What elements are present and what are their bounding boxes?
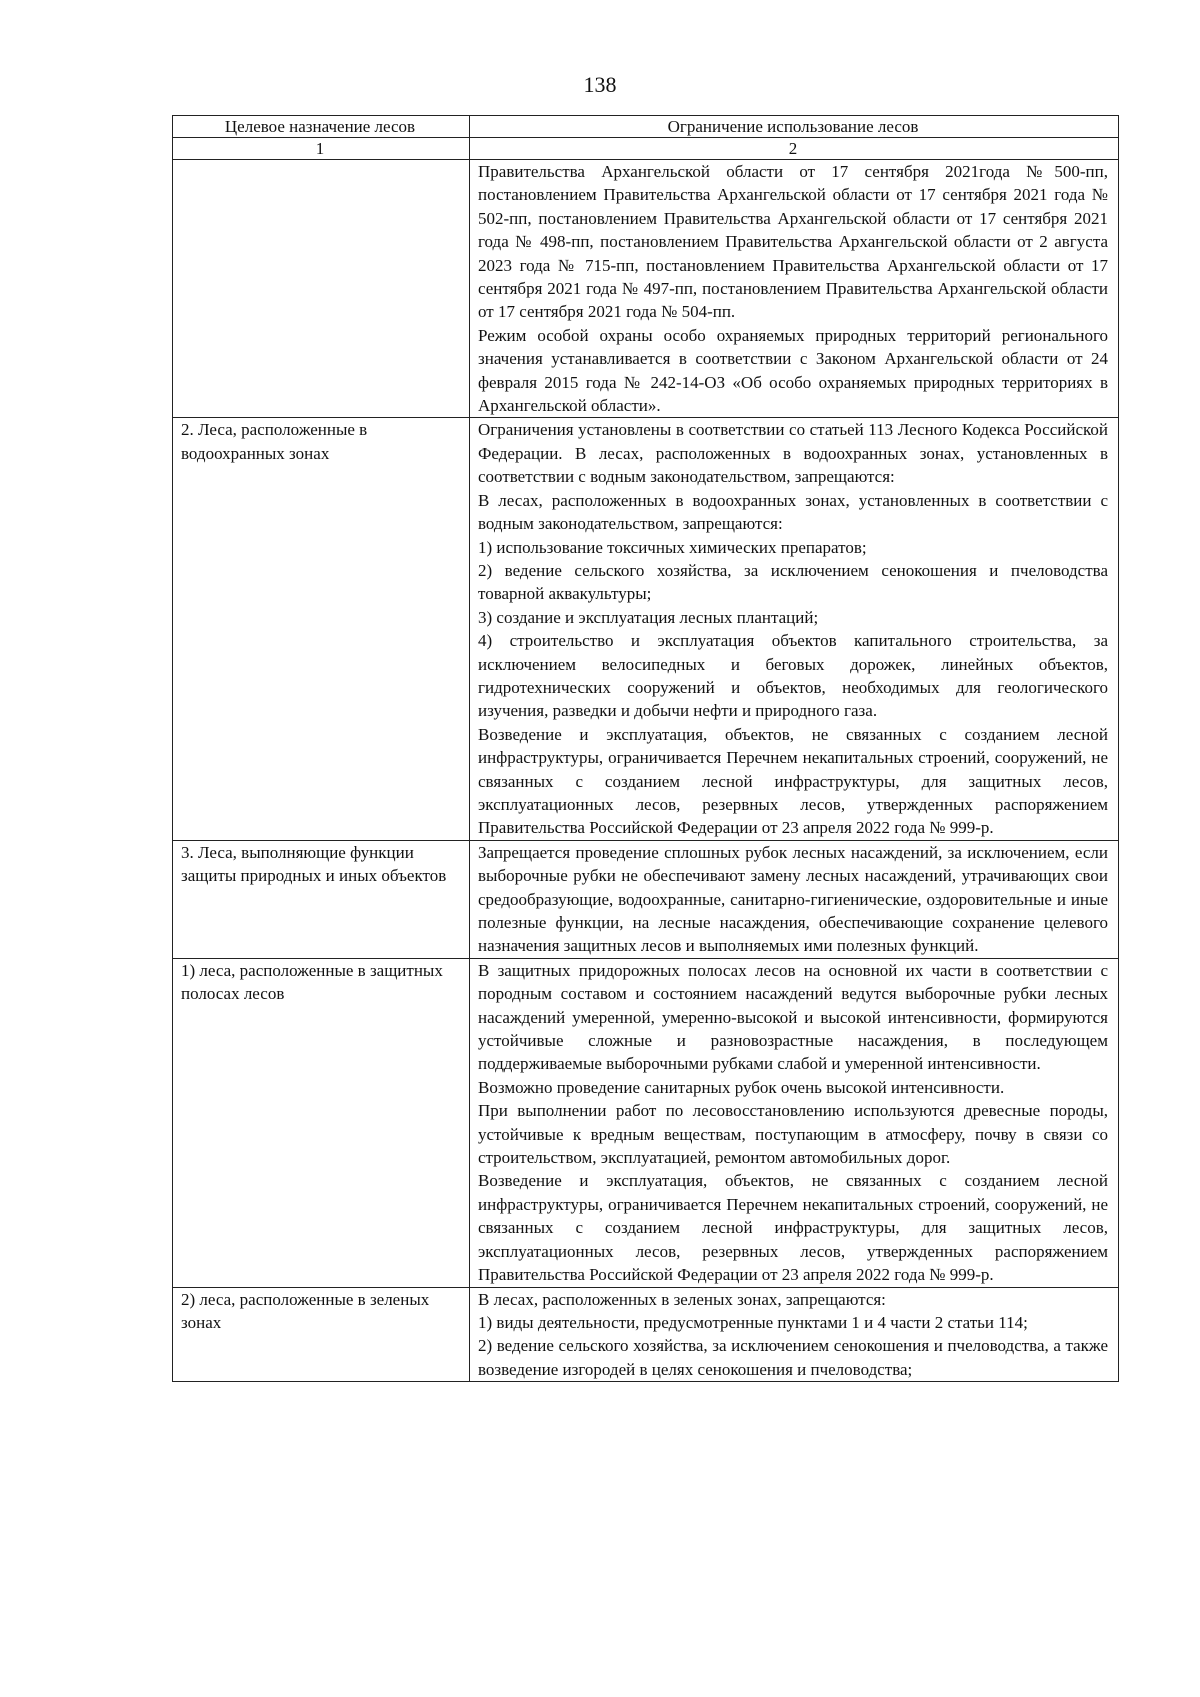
paragraph: 2) ведение сельского хозяйства, за исключением сенокошения и пчеловодства товарной аквакультуры;: [478, 560, 1108, 604]
paragraph: Возведение и эксплуатация, объектов, не связанных с созданием лесной инфраструктуры, ограничивается Перечнем некапитальных строений, сооружений, не связанных с созданием лесной инфраструктуры, для защитных лесов, эксплуатационных лесов, резервных лесов, утвержденных распоряжением Правительства Российской Федерации от 23 апреля 2022 года № 999-р.: [478, 1171, 1108, 1285]
header-number-2: 2: [470, 138, 1119, 160]
table-row: [173, 1287, 1119, 1382]
paragraph: 3) создание и эксплуатация лесных плантаций;: [478, 607, 819, 627]
paragraph: Режим особой охраны особо охраняемых природных территорий регионального значения устанавливается в соответствии с Законом Архангельской области от 24 февраля 2015 года № 242-14-ОЗ «Об особо охраняемых природных территориях в Архангельской области».: [478, 325, 1108, 416]
paragraph: Возведение и эксплуатация, объектов, не связанных с созданием лесной инфраструктуры, ограничивается Перечнем некапитальных строений, сооружений, не связанных с созданием лесной инфраструктуры, для защитных лесов, эксплуатационных лесов, резервных лесов, утвержденных распоряжением Правительства Российской Федерации от 23 апреля 2022 года № 999-р.: [478, 724, 1108, 838]
paragraph: В защитных придорожных полосах лесов на основной их части в соответствии с породным составом и состоянием насаждений ведутся выборочные рубки лесных насаждений умеренной, умеренно-высокой и высокой интенсивности, формируются устойчивые сложные и разновозрастные насаждения, в последующем поддерживаемые выборочными рубками слабой и умеренной интенсивности.: [478, 960, 1108, 1074]
header-number-1: 1: [173, 138, 470, 160]
paragraph: Ограничения установлены в соответствии со статьей 113 Лесного Кодекса Российской Федерации. В лесах, расположенных в водоохранных зонах, установленных в соответствии с водным законодательством, запрещаются:: [478, 420, 1108, 487]
row-restrictions: [470, 160, 1119, 418]
row-restrictions: [470, 958, 1119, 1287]
paragraph: В лесах, расположенных в водоохранных зонах, установленных в соответствии с водным законодательством, запрещаются:: [478, 490, 1108, 534]
table-header-row: [173, 116, 1119, 138]
table-number-row: [173, 138, 1119, 160]
paragraph: Правительства Архангельской области от 17 сентября 2021года №500-пп, постановлением Правительства Архангельской области от 17 сентября 2021 года № 502-пп, постановлением Правительства Архангельской области от 17 сентября 2021 года № 498-пп, постановлением Правительства Архангельской области от 2 августа 2023 года № 715-пп, постановлением Правительства Архангельской области от 17 сентября 2021 года № 497-пп, постановлением Правительства Архангельской области от 17 сентября 2021 года № 504-пп.: [478, 162, 1108, 322]
forest-restrictions-table: [172, 115, 1119, 1382]
paragraph: 1) использование токсичных химических препаратов;: [478, 537, 867, 557]
row-restrictions: [470, 418, 1119, 840]
paragraph: Возможно проведение санитарных рубок очень высокой интенсивности.: [478, 1077, 1005, 1097]
table-row: [173, 958, 1119, 1287]
paragraph: При выполнении работ по лесовосстановлению используются древесные породы, устойчивые к вредным веществам, поступающим в атмосферу, почву в связи со строительством, эксплуатацией, ремонтом автомобильных дорог.: [478, 1101, 1108, 1168]
table-row: [173, 840, 1119, 958]
paragraph: Запрещается проведение сплошных рубок лесных насаждений, за исключением, если выборочные рубки не обеспечивают замену лесных насаждений, утрачивающих свои средообразующие, водоохранные, санитарно-гигиенические, оздоровительные и иные полезные функции, на лесные насаждения, обеспечивающие сохранение целевого назначения защитных лесов и выполняемых ими полезных функций.: [478, 842, 1108, 956]
header-restrictions: Ограничение использование лесов: [470, 116, 1119, 138]
paragraph: 2) ведение сельского хозяйства, за исключением сенокошения и пчеловодства, а также возведение изгородей в целях сенокошения и пчеловодства;: [478, 1336, 1108, 1379]
paragraph: В лесах, расположенных в зеленых зонах, запрещаются:: [478, 1289, 886, 1309]
row-restrictions: [470, 840, 1119, 958]
row-purpose: 3. Леса, выполняющие функции защиты природных и иных объектов: [173, 840, 470, 958]
paragraph: 1) виды деятельности, предусмотренные пунктами 1 и 4 части 2 статьи 114;: [478, 1312, 1028, 1332]
row-purpose: 1) леса, расположенные в защитных полосах лесов: [173, 958, 470, 1287]
table-row: [173, 160, 1119, 418]
row-restrictions: [470, 1287, 1119, 1382]
row-purpose: 2) леса, расположенные в зеленых зонах: [173, 1287, 470, 1382]
row-purpose: [173, 160, 470, 418]
paragraph: 4) строительство и эксплуатация объектов капитального строительства, за исключением велосипедных и беговых дорожек, линейных объектов, гидротехнических сооружений и объектов, необходимых для геологического изучения, разведки и добычи нефти и природного газа.: [478, 631, 1108, 721]
page-number: 138: [583, 72, 617, 97]
table-row: [173, 418, 1119, 840]
row-purpose: 2. Леса, расположенные в водоохранных зонах: [173, 418, 470, 840]
header-purpose: Целевое назначение лесов: [173, 116, 470, 138]
